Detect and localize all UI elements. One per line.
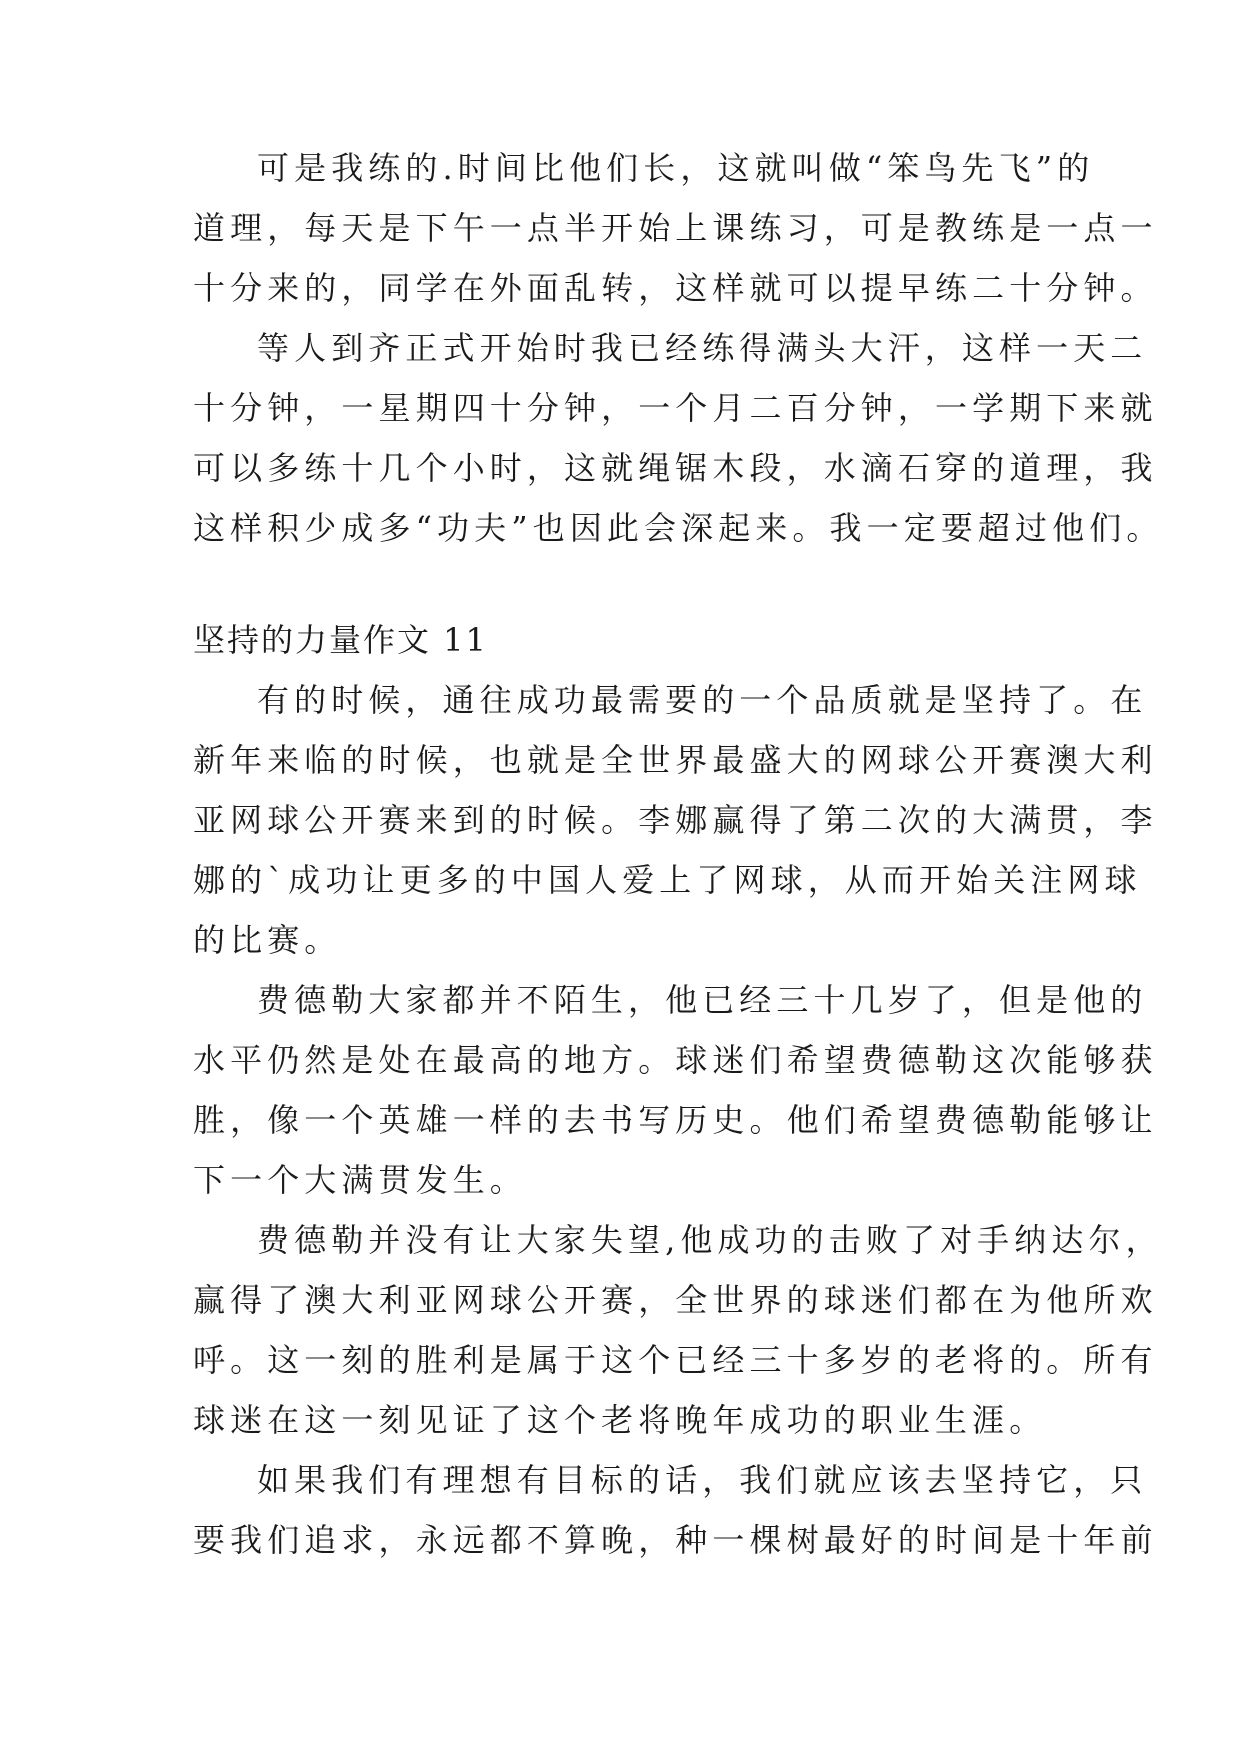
- paragraph-line: 的比赛。: [193, 921, 342, 959]
- paragraph-line: 娜的`成功让更多的中国人爱上了网球，从而开始关注网球: [193, 861, 1142, 899]
- paragraph-line: 水平仍然是处在最高的地方。球迷们希望费德勒这次能够获: [193, 1041, 1158, 1079]
- paragraph-line: 费德勒大家都并不陌生，他已经三十几岁了，但是他的: [257, 981, 1148, 1019]
- paragraph-line: 等人到齐正式开始时我已经练得满头大汗，这样一天二: [257, 329, 1148, 367]
- paragraph-line: 呼。这一刻的胜利是属于这个已经三十多岁的老将的。所有: [193, 1341, 1158, 1379]
- paragraph-line: 胜，像一个英雄一样的去书写历史。他们希望费德勒能够让: [193, 1101, 1158, 1139]
- paragraph-line: 可以多练十几个小时，这就绳锯木段，水滴石穿的道理，我: [193, 449, 1158, 487]
- paragraph-line: 亚网球公开赛来到的时候。李娜赢得了第二次的大满贯，李: [193, 801, 1158, 839]
- paragraph-line: 下一个大满贯发生。: [193, 1161, 527, 1199]
- paragraph-line: 赢得了澳大利亚网球公开赛，全世界的球迷们都在为他所欢: [193, 1281, 1158, 1319]
- paragraph-line: 道理，每天是下午一点半开始上课练习，可是教练是一点一: [193, 209, 1158, 247]
- paragraph-line: 新年来临的时候，也就是全世界最盛大的网球公开赛澳大利: [193, 741, 1158, 779]
- paragraph-line: 费德勒并没有让大家失望,他成功的击败了对手纳达尔，: [257, 1221, 1163, 1259]
- paragraph-line: 如果我们有理想有目标的话，我们就应该去坚持它，只: [257, 1461, 1148, 1499]
- section-heading: 坚持的力量作文 11: [193, 621, 488, 659]
- paragraph-line: 可是我练的.时间比他们长，这就叫做“笨鸟先飞”的: [257, 149, 1095, 187]
- paragraph-line: 球迷在这一刻见证了这个老将晚年成功的职业生涯。: [193, 1401, 1047, 1439]
- paragraph-line: 十分来的，同学在外面乱转，这样就可以提早练二十分钟。: [193, 269, 1158, 307]
- paragraph-line: 这样积少成多“功夫”也因此会深起来。我一定要超过他们。: [193, 509, 1164, 547]
- paragraph-line: 要我们追求，永远都不算晚，种一棵树最好的时间是十年前: [193, 1521, 1158, 1559]
- paragraph-line: 有的时候，通往成功最需要的一个品质就是坚持了。在: [257, 681, 1148, 719]
- paragraph-line: 十分钟，一星期四十分钟，一个月二百分钟，一学期下来就: [193, 389, 1158, 427]
